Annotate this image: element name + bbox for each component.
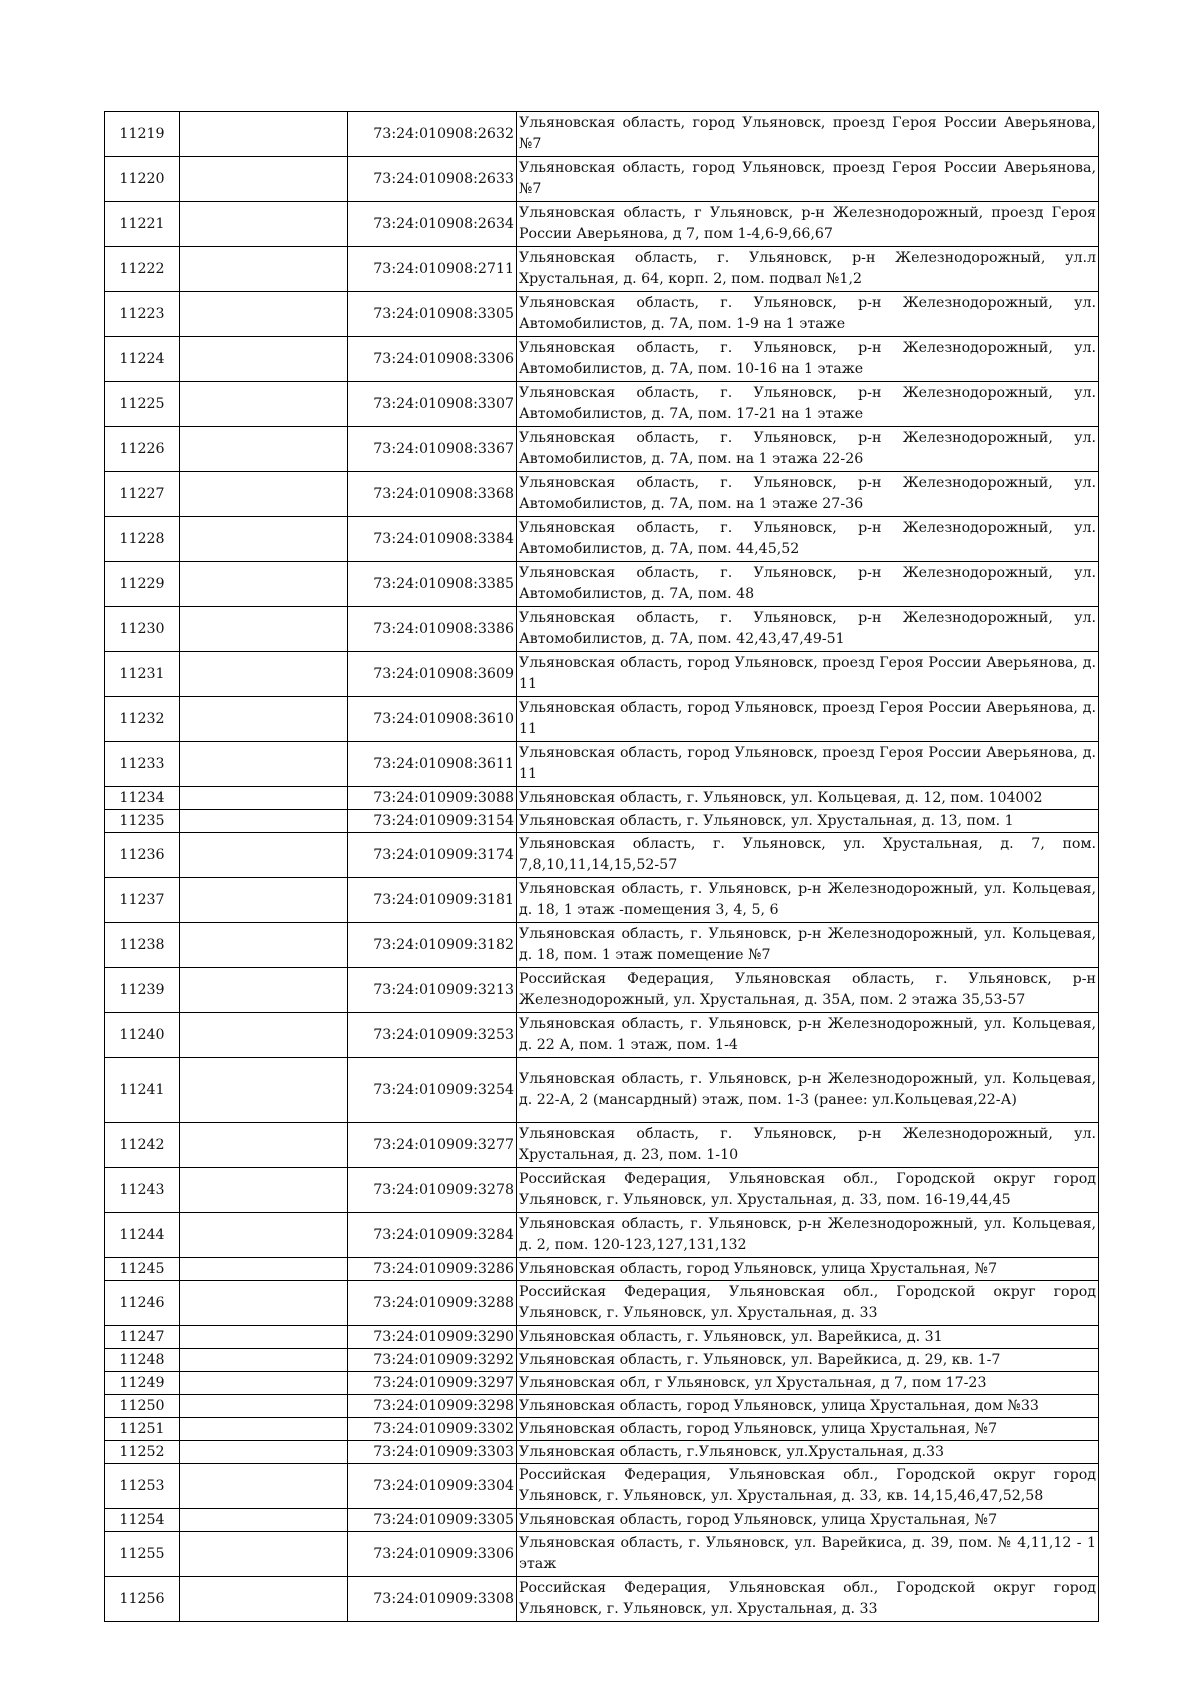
empty-cell xyxy=(180,427,348,472)
table-row xyxy=(105,1464,1099,1509)
cadastral-number-cell: 73:24:010908:3307 xyxy=(348,382,517,427)
cadastral-number-cell: 73:24:010908:3368 xyxy=(348,472,517,517)
cadastral-number-cell: 73:24:010909:3297 xyxy=(348,1372,517,1395)
address-cell: Ульяновская область, город Ульяновск, проезд Героя России Аверьянова, д. 11 xyxy=(517,742,1099,787)
table-row xyxy=(105,337,1099,382)
empty-cell xyxy=(180,1213,348,1258)
address-cell: Ульяновская область, г. Ульяновск, р-н Железнодорожный, ул. Кольцевая, д. 22-А, 2 (мансардный) этаж, пом. 1-3 (ранее: ул.Кольцевая,22-А) xyxy=(517,1058,1099,1123)
cadastral-number-cell: 73:24:010908:3611 xyxy=(348,742,517,787)
row-number-cell: 11222 xyxy=(105,247,180,292)
address-cell: Ульяновская область, г Ульяновск, р-н Железнодорожный, проезд Героя России Аверьянова, д 7, пом 1-4,6-9,66,67 xyxy=(517,202,1099,247)
row-number-cell: 11243 xyxy=(105,1168,180,1213)
row-number-cell: 11239 xyxy=(105,968,180,1013)
row-number-cell: 11242 xyxy=(105,1123,180,1168)
table-row xyxy=(105,517,1099,562)
row-number-cell: 11230 xyxy=(105,607,180,652)
empty-cell xyxy=(180,923,348,968)
row-number-cell: 11248 xyxy=(105,1349,180,1372)
table-row xyxy=(105,1532,1099,1577)
empty-cell xyxy=(180,1281,348,1326)
cadastral-number-cell: 73:24:010909:3298 xyxy=(348,1395,517,1418)
cadastral-number-cell: 73:24:010909:3277 xyxy=(348,1123,517,1168)
row-number-cell: 11225 xyxy=(105,382,180,427)
table-row xyxy=(105,1372,1099,1395)
cadastral-number-cell: 73:24:010908:3367 xyxy=(348,427,517,472)
empty-cell xyxy=(180,1123,348,1168)
table-row xyxy=(105,1258,1099,1281)
table-row xyxy=(105,202,1099,247)
table-row xyxy=(105,157,1099,202)
row-number-cell: 11246 xyxy=(105,1281,180,1326)
table-row xyxy=(105,247,1099,292)
cadastral-number-cell: 73:24:010909:3213 xyxy=(348,968,517,1013)
table-row xyxy=(105,810,1099,833)
table-row xyxy=(105,742,1099,787)
address-cell: Ульяновская область, г. Ульяновск, ул. Варейкиса, д. 29, кв. 1-7 xyxy=(517,1349,1099,1372)
cadastral-number-cell: 73:24:010909:3306 xyxy=(348,1532,517,1577)
table-row xyxy=(105,1326,1099,1349)
table-row xyxy=(105,878,1099,923)
address-cell: Ульяновская область, г. Ульяновск, р-н Железнодорожный, ул. Автомобилистов, д. 7А, пом. на 1 этаже 27-36 xyxy=(517,472,1099,517)
address-cell: Ульяновская область, город Ульяновск, улица Хрустальная, дом №33 xyxy=(517,1395,1099,1418)
cadastral-number-cell: 73:24:010908:3386 xyxy=(348,607,517,652)
table-row xyxy=(105,1213,1099,1258)
address-cell: Ульяновская область, г. Ульяновск, р-н Железнодорожный, ул. Кольцевая, д. 22 А, пом. 1 этаж, пом. 1-4 xyxy=(517,1013,1099,1058)
cadastral-number-cell: 73:24:010909:3304 xyxy=(348,1464,517,1509)
table-row xyxy=(105,1509,1099,1532)
address-cell: Ульяновская область, г. Ульяновск, р-н Железнодорожный, ул.л Хрустальная, д. 64, корп. 2, пом. подвал №1,2 xyxy=(517,247,1099,292)
cadastral-number-cell: 73:24:010908:2634 xyxy=(348,202,517,247)
cadastral-number-cell: 73:24:010909:3286 xyxy=(348,1258,517,1281)
cadastral-number-cell: 73:24:010909:3174 xyxy=(348,833,517,878)
table-row xyxy=(105,607,1099,652)
empty-cell xyxy=(180,337,348,382)
address-cell: Ульяновская область, г. Ульяновск, р-н Железнодорожный, ул. Хрустальная, д. 23, пом. 1-10 xyxy=(517,1123,1099,1168)
row-number-cell: 11235 xyxy=(105,810,180,833)
empty-cell xyxy=(180,1418,348,1441)
empty-cell xyxy=(180,968,348,1013)
empty-cell xyxy=(180,1577,348,1622)
table-row xyxy=(105,968,1099,1013)
row-number-cell: 11220 xyxy=(105,157,180,202)
address-cell: Ульяновская область, г. Ульяновск, р-н Железнодорожный, ул. Автомобилистов, д. 7А, пом. 42,43,47,49-51 xyxy=(517,607,1099,652)
empty-cell xyxy=(180,1349,348,1372)
table-row xyxy=(105,427,1099,472)
empty-cell xyxy=(180,1258,348,1281)
empty-cell xyxy=(180,202,348,247)
address-cell: Ульяновская область, город Ульяновск, проезд Героя России Аверьянова, №7 xyxy=(517,112,1099,157)
row-number-cell: 11256 xyxy=(105,1577,180,1622)
row-number-cell: 11231 xyxy=(105,652,180,697)
table-row xyxy=(105,833,1099,878)
address-cell: Ульяновская область, город Ульяновск, проезд Героя России Аверьянова, №7 xyxy=(517,157,1099,202)
address-cell: Ульяновская область, г. Ульяновск, р-н Железнодорожный, ул. Автомобилистов, д. 7А, пом. на 1 этажа 22-26 xyxy=(517,427,1099,472)
table-row xyxy=(105,1577,1099,1622)
empty-cell xyxy=(180,157,348,202)
address-cell: Ульяновская область, город Ульяновск, проезд Героя России Аверьянова, д. 11 xyxy=(517,697,1099,742)
empty-cell xyxy=(180,810,348,833)
row-number-cell: 11236 xyxy=(105,833,180,878)
row-number-cell: 11252 xyxy=(105,1441,180,1464)
cadastral-number-cell: 73:24:010909:3308 xyxy=(348,1577,517,1622)
address-cell: Ульяновская область, г. Ульяновск, ул. Варейкиса, д. 39, пом. № 4,11,12 - 1 этаж xyxy=(517,1532,1099,1577)
row-number-cell: 11224 xyxy=(105,337,180,382)
table-row xyxy=(105,1349,1099,1372)
cadastral-number-cell: 73:24:010909:3288 xyxy=(348,1281,517,1326)
row-number-cell: 11234 xyxy=(105,787,180,810)
cadastral-number-cell: 73:24:010909:3284 xyxy=(348,1213,517,1258)
cadastral-number-cell: 73:24:010909:3254 xyxy=(348,1058,517,1123)
empty-cell xyxy=(180,1326,348,1349)
address-cell: Ульяновская область, г. Ульяновск, р-н Железнодорожный, ул. Автомобилистов, д. 7А, пом. 48 xyxy=(517,562,1099,607)
address-cell: Ульяновская область, г. Ульяновск, ул. Хрустальная, д. 13, пом. 1 xyxy=(517,810,1099,833)
address-cell: Российская Федерация, Ульяновская обл., Городской округ город Ульяновск, г. Ульяновск, ул. Хрустальная, д. 33, кв. 14,15,46,47,52,58 xyxy=(517,1464,1099,1509)
empty-cell xyxy=(180,787,348,810)
table-row xyxy=(105,697,1099,742)
table-row xyxy=(105,1123,1099,1168)
cadastral-number-cell: 73:24:010908:3609 xyxy=(348,652,517,697)
address-cell: Ульяновская область, г. Ульяновск, р-н Железнодорожный, ул. Кольцевая, д. 2, пом. 120-123,127,131,132 xyxy=(517,1213,1099,1258)
empty-cell xyxy=(180,1013,348,1058)
row-number-cell: 11229 xyxy=(105,562,180,607)
row-number-cell: 11244 xyxy=(105,1213,180,1258)
row-number-cell: 11253 xyxy=(105,1464,180,1509)
address-cell: Ульяновская область, г. Ульяновск, р-н Железнодорожный, ул. Кольцевая, д. 18, 1 этаж -помещения 3, 4, 5, 6 xyxy=(517,878,1099,923)
empty-cell xyxy=(180,247,348,292)
empty-cell xyxy=(180,112,348,157)
cadastral-number-cell: 73:24:010909:3290 xyxy=(348,1326,517,1349)
cadastral-number-cell: 73:24:010909:3154 xyxy=(348,810,517,833)
cadastral-number-cell: 73:24:010908:3610 xyxy=(348,697,517,742)
table-row xyxy=(105,1395,1099,1418)
table-row xyxy=(105,1013,1099,1058)
cadastral-number-cell: 73:24:010909:3302 xyxy=(348,1418,517,1441)
address-cell: Ульяновская область, г. Ульяновск, р-н Железнодорожный, ул. Автомобилистов, д. 7А, пом. 10-16 на 1 этаже xyxy=(517,337,1099,382)
row-number-cell: 11240 xyxy=(105,1013,180,1058)
property-registry-table xyxy=(104,111,1099,1622)
cadastral-number-cell: 73:24:010909:3088 xyxy=(348,787,517,810)
address-cell: Ульяновская область, г. Ульяновск, р-н Железнодорожный, ул. Автомобилистов, д. 7А, пом. 17-21 на 1 этаже xyxy=(517,382,1099,427)
cadastral-number-cell: 73:24:010908:3306 xyxy=(348,337,517,382)
table-row xyxy=(105,787,1099,810)
empty-cell xyxy=(180,382,348,427)
row-number-cell: 11255 xyxy=(105,1532,180,1577)
row-number-cell: 11221 xyxy=(105,202,180,247)
empty-cell xyxy=(180,607,348,652)
address-cell: Ульяновская обл, г Ульяновск, ул Хрустальная, д 7, пом 17-23 xyxy=(517,1372,1099,1395)
address-cell: Ульяновская область, г. Ульяновск, р-н Железнодорожный, ул. Автомобилистов, д. 7А, пом. 44,45,52 xyxy=(517,517,1099,562)
row-number-cell: 11228 xyxy=(105,517,180,562)
row-number-cell: 11227 xyxy=(105,472,180,517)
address-cell: Российская Федерация, Ульяновская обл., Городской округ город Ульяновск, г. Ульяновск, ул. Хрустальная, д. 33 xyxy=(517,1281,1099,1326)
table-row xyxy=(105,1058,1099,1123)
address-cell: Российская Федерация, Ульяновская обл., Городской округ город Ульяновск, г. Ульяновск, ул. Хрустальная, д. 33, пом. 16-19,44,45 xyxy=(517,1168,1099,1213)
empty-cell xyxy=(180,1058,348,1123)
address-cell: Ульяновская область, г. Ульяновск, ул. Хрустальная, д. 7, пом. 7,8,10,11,14,15,52-57 xyxy=(517,833,1099,878)
table-row xyxy=(105,1281,1099,1326)
row-number-cell: 11250 xyxy=(105,1395,180,1418)
address-cell: Российская Федерация, Ульяновская область, г. Ульяновск, р-н Железнодорожный, ул. Хрустальная, д. 35А, пом. 2 этажа 35,53-57 xyxy=(517,968,1099,1013)
cadastral-number-cell: 73:24:010909:3253 xyxy=(348,1013,517,1058)
table-row xyxy=(105,1441,1099,1464)
row-number-cell: 11237 xyxy=(105,878,180,923)
cadastral-number-cell: 73:24:010909:3303 xyxy=(348,1441,517,1464)
empty-cell xyxy=(180,1509,348,1532)
row-number-cell: 11249 xyxy=(105,1372,180,1395)
empty-cell xyxy=(180,742,348,787)
cadastral-number-cell: 73:24:010909:3182 xyxy=(348,923,517,968)
row-number-cell: 11247 xyxy=(105,1326,180,1349)
row-number-cell: 11241 xyxy=(105,1058,180,1123)
table-row xyxy=(105,923,1099,968)
empty-cell xyxy=(180,562,348,607)
cadastral-number-cell: 73:24:010908:2633 xyxy=(348,157,517,202)
empty-cell xyxy=(180,1395,348,1418)
row-number-cell: 11223 xyxy=(105,292,180,337)
cadastral-number-cell: 73:24:010908:2711 xyxy=(348,247,517,292)
empty-cell xyxy=(180,697,348,742)
row-number-cell: 11232 xyxy=(105,697,180,742)
row-number-cell: 11238 xyxy=(105,923,180,968)
row-number-cell: 11219 xyxy=(105,112,180,157)
table-row xyxy=(105,292,1099,337)
cadastral-number-cell: 73:24:010908:2632 xyxy=(348,112,517,157)
empty-cell xyxy=(180,652,348,697)
address-cell: Ульяновская область, город Ульяновск, улица Хрустальная, №7 xyxy=(517,1418,1099,1441)
table-row xyxy=(105,382,1099,427)
empty-cell xyxy=(180,878,348,923)
address-cell: Ульяновская область, г. Ульяновск, р-н Железнодорожный, ул. Автомобилистов, д. 7А, пом. 1-9 на 1 этаже xyxy=(517,292,1099,337)
address-cell: Ульяновская область, г. Ульяновск, ул. Кольцевая, д. 12, пом. 104002 xyxy=(517,787,1099,810)
row-number-cell: 11226 xyxy=(105,427,180,472)
row-number-cell: 11233 xyxy=(105,742,180,787)
empty-cell xyxy=(180,1532,348,1577)
address-cell: Ульяновская область, г. Ульяновск, р-н Железнодорожный, ул. Кольцевая, д. 18, пом. 1 этаж помещение №7 xyxy=(517,923,1099,968)
empty-cell xyxy=(180,472,348,517)
address-cell: Ульяновская область, г. Ульяновск, ул. Варейкиса, д. 31 xyxy=(517,1326,1099,1349)
empty-cell xyxy=(180,1441,348,1464)
registry-table-body xyxy=(105,112,1099,1622)
table-row xyxy=(105,652,1099,697)
table-row xyxy=(105,112,1099,157)
table-row xyxy=(105,472,1099,517)
address-cell: Ульяновская область, г.Ульяновск, ул.Хрустальная, д.33 xyxy=(517,1441,1099,1464)
table-row xyxy=(105,562,1099,607)
empty-cell xyxy=(180,1464,348,1509)
row-number-cell: 11254 xyxy=(105,1509,180,1532)
empty-cell xyxy=(180,833,348,878)
empty-cell xyxy=(180,292,348,337)
table-row xyxy=(105,1418,1099,1441)
address-cell: Ульяновская область, город Ульяновск, улица Хрустальная, №7 xyxy=(517,1509,1099,1532)
empty-cell xyxy=(180,1168,348,1213)
cadastral-number-cell: 73:24:010909:3181 xyxy=(348,878,517,923)
address-cell: Ульяновская область, город Ульяновск, проезд Героя России Аверьянова, д. 11 xyxy=(517,652,1099,697)
table-row xyxy=(105,1168,1099,1213)
cadastral-number-cell: 73:24:010908:3305 xyxy=(348,292,517,337)
empty-cell xyxy=(180,517,348,562)
cadastral-number-cell: 73:24:010909:3305 xyxy=(348,1509,517,1532)
cadastral-number-cell: 73:24:010909:3292 xyxy=(348,1349,517,1372)
address-cell: Ульяновская область, город Ульяновск, улица Хрустальная, №7 xyxy=(517,1258,1099,1281)
address-cell: Российская Федерация, Ульяновская обл., Городской округ город Ульяновск, г. Ульяновск, ул. Хрустальная, д. 33 xyxy=(517,1577,1099,1622)
cadastral-number-cell: 73:24:010909:3278 xyxy=(348,1168,517,1213)
cadastral-number-cell: 73:24:010908:3385 xyxy=(348,562,517,607)
row-number-cell: 11245 xyxy=(105,1258,180,1281)
empty-cell xyxy=(180,1372,348,1395)
row-number-cell: 11251 xyxy=(105,1418,180,1441)
cadastral-number-cell: 73:24:010908:3384 xyxy=(348,517,517,562)
